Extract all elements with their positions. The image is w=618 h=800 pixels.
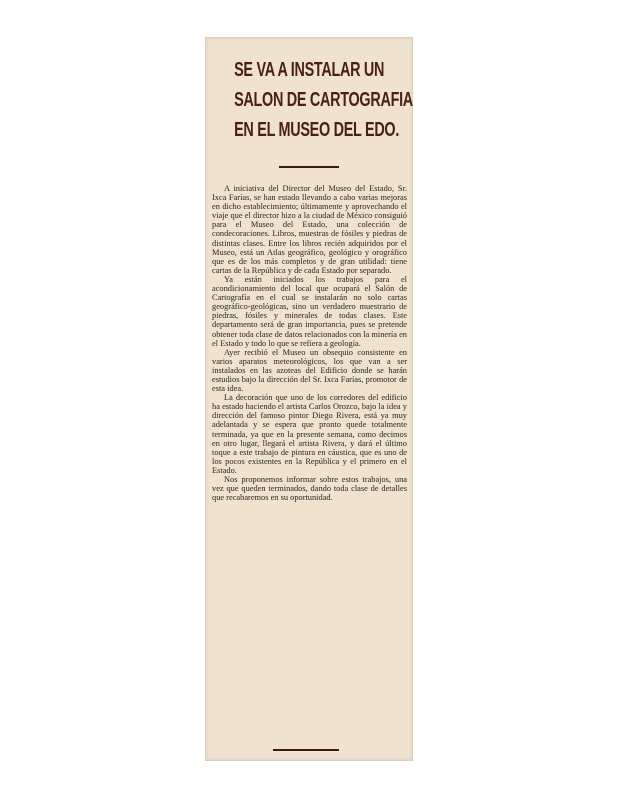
headline-line: EN EL MUSEO DEL EDO. xyxy=(234,119,400,141)
headline-line: SALON DE CARTOGRAFIA xyxy=(234,89,413,111)
article-paragraph: Ayer recibió el Museo un obsequio consistente en varios aparatos meteorológicos, los que van a ser instalados en las azoteas del Edificio donde se harán estudios bajo la dirección del Sr. Ixca Farías, promotor de esta idea. xyxy=(212,347,407,394)
article-paragraph: A iniciativa del Director del Museo del Estado, Sr. Ixca Farías, se han estado llevando a cabo varias mejoras en dicho establecimiento; últimamente y aprovechando el viaje que el director hizo a la ciudad de México consiguió para el Museo del Estado, una colección de condecoraciones. Libros, muestras de fósiles y piedras de distintas clases. Entre los libros recién adquiridos por el Museo, está un Atlas geográfico, geológico y orográfico que es de los más completos y de gran utilidad: tiene cartas de la República y de cada Estado por separado. xyxy=(212,184,407,275)
article-paragraph: Nos proponemos informar sobre estos trabajos, una vez que queden terminados, dando toda clase de detalles que recabaremos en su oportunidad. xyxy=(212,475,407,503)
article-paragraph: Ya están iniciados los trabajos para el acondicionamiento del local que ocupará el Salón de Cartografía en el cual se instalarán no solo cartas geográfico-geológicas, sino un verdadero muestrario de piedras, fósiles y minerales de todas clases. Este departamento será de gran importancia, pues se pretende obtener toda clase de datos relacionados con la minería en el Estado y todo lo que se refiera a geología. xyxy=(212,274,407,348)
headline-line: SE VA A INSTALAR UN xyxy=(234,59,385,81)
end-divider xyxy=(273,749,339,751)
headline-divider xyxy=(279,166,339,168)
article-body xyxy=(212,184,407,502)
newspaper-clipping xyxy=(205,37,413,761)
article-paragraph: La decoración que uno de los corredores del edificio ha estado haciendo el artista Carlos Orozco, bajo la idea y dirección del famoso pintor Diego Rivera, está ya muy adelantada y se espera que pronto quede totalmente terminada, ya que en la presente semana, como decimos en otro lugar, llegará el artista Rivera, y dará el último toque a este trabajo de pintura en cáustica, que es uno de los pocos existentes en la República y el primero en el Estado. xyxy=(212,393,407,475)
article-headline xyxy=(205,55,413,145)
